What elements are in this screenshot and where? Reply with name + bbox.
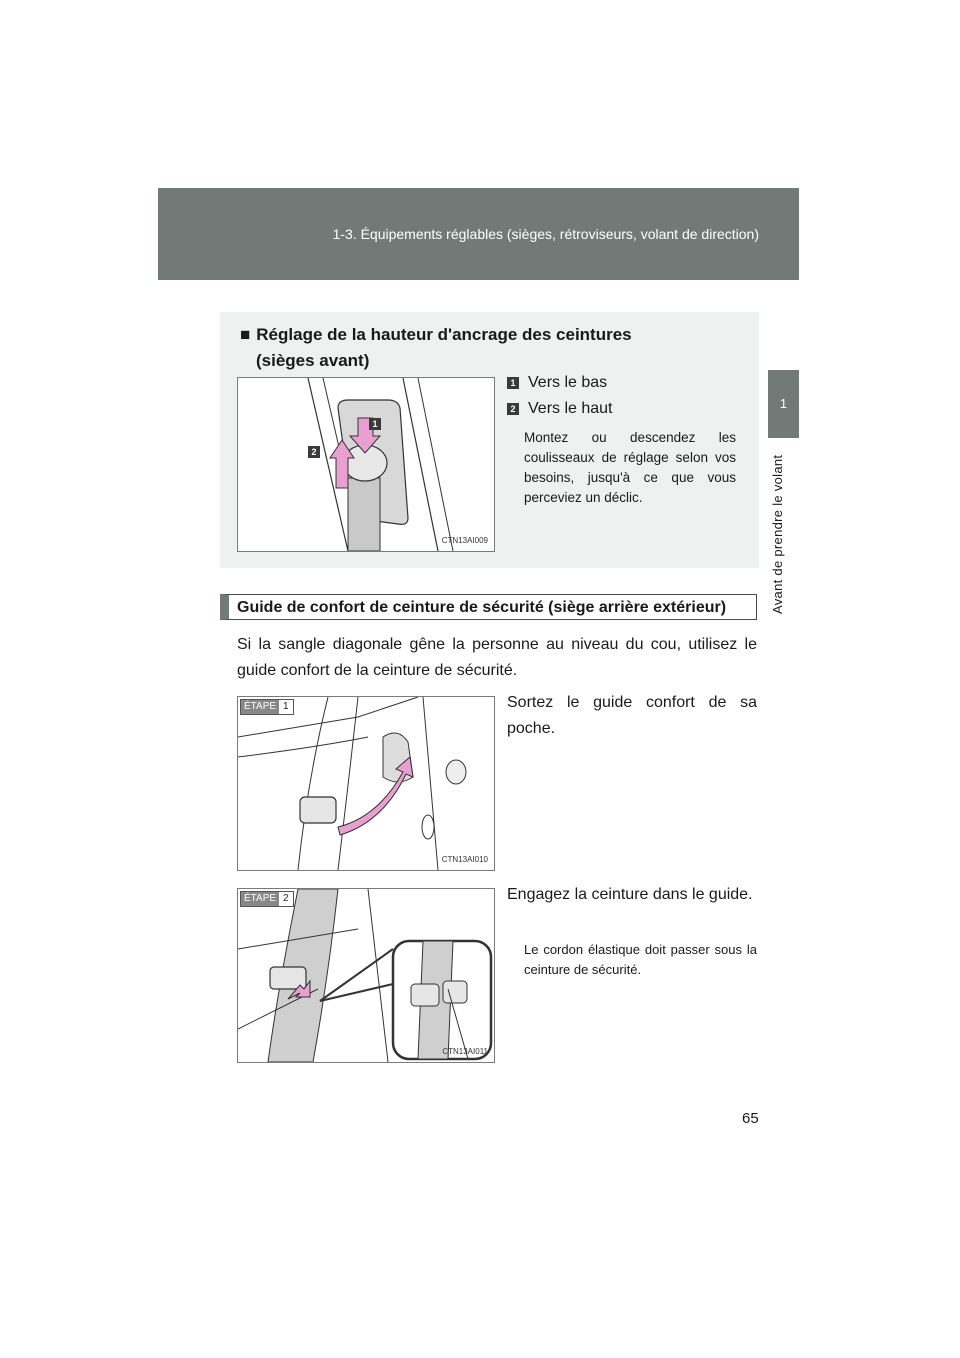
figure-code: CTN13AI009	[441, 536, 488, 545]
box-note: Montez ou descendez les coulisseaux de réglage selon vos besoins, jusqu'à ce que vous perceviez un déclic.	[524, 430, 736, 505]
anchor-adjuster-illustration	[238, 378, 494, 551]
item-down	[507, 374, 607, 392]
figure-code: CTN13AI011	[442, 1047, 488, 1056]
section-paragraph: Si la sangle diagonale gêne la personne au niveau du cou, utilisez le guide confort de la ceinture de sécurité.	[237, 636, 757, 679]
step-badge	[240, 891, 294, 907]
step-badge-label: ÉTAPE	[241, 892, 279, 906]
step-badge	[240, 699, 294, 715]
number-badge: 1	[507, 377, 519, 389]
item-label: Vers le haut	[528, 400, 613, 417]
chapter-label: Avant de prendre le volant	[770, 454, 785, 615]
number-badge: 2	[507, 403, 519, 415]
box-title	[240, 322, 632, 374]
item-label: Vers le bas	[528, 374, 608, 391]
anchor-adjuster-figure	[237, 377, 495, 552]
figure-code: CTN13AI010	[441, 855, 488, 864]
marker-2: 2	[308, 446, 320, 458]
step1-text: Sortez le guide confort de sa poche.	[507, 694, 757, 737]
box-title-line1: Réglage de la hauteur d'ancrage des ceintures	[256, 325, 632, 344]
box-title-line2: (sièges avant)	[256, 351, 370, 370]
step1-figure	[237, 696, 495, 871]
belt-guide-illustration	[238, 889, 494, 1062]
seat-guide-pocket-illustration	[238, 697, 494, 870]
square-bullet-icon: ■	[240, 325, 251, 344]
step-badge-number: 1	[279, 700, 293, 714]
section-heading: Guide de confort de ceinture de sécurité (siège arrière extérieur)	[220, 594, 757, 620]
step2-note: Le cordon élastique doit passer sous la ceinture de sécurité.	[524, 942, 757, 977]
step2-text: Engagez la ceinture dans le guide.	[507, 886, 753, 903]
step-badge-label: ÉTAPE	[241, 700, 279, 714]
chapter-tab[interactable]: 1	[768, 370, 799, 438]
step2-figure	[237, 888, 495, 1063]
page-header	[158, 188, 799, 280]
step-badge-number: 2	[279, 892, 293, 906]
page-number: 65	[742, 1110, 759, 1127]
breadcrumb: 1-3. Équipements réglables (sièges, rétroviseurs, volant de direction)	[332, 226, 759, 242]
item-up	[507, 400, 613, 418]
marker-1: 1	[369, 418, 381, 430]
